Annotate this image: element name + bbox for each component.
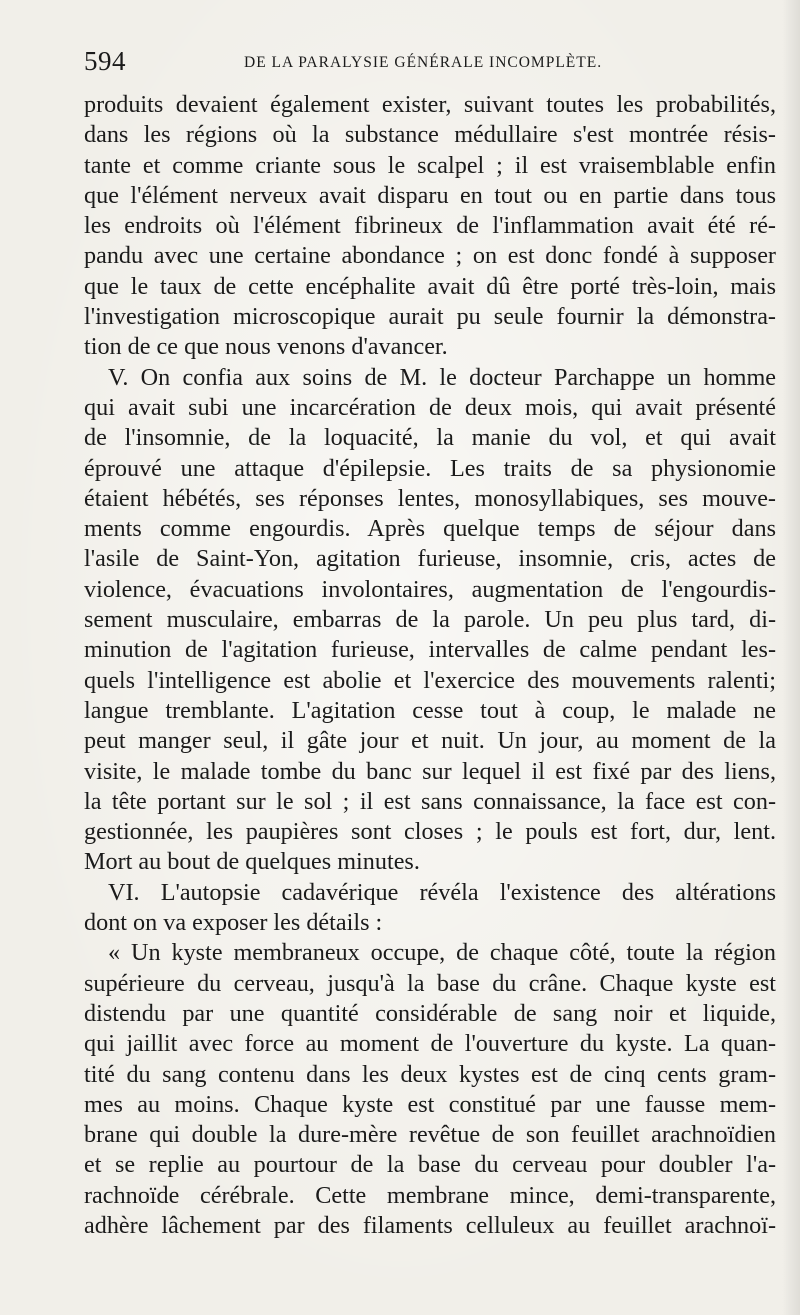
text-line: les endroits où l'élément fibrineux de l'inflammation avait été ré- [84, 212, 776, 240]
text-line: tante et comme criante sous le scalpel ; il est vraisemblable enfin [84, 151, 776, 179]
text-line: supérieure du cerveau, jusqu'à la base du crâne. Chaque kyste est [84, 969, 776, 997]
text-line: tion de ce que nous venons d'avancer. [84, 333, 448, 361]
text-line: ments comme engourdis. Après quelque temps de séjour dans [84, 515, 776, 543]
text-line: « Un kyste membraneux occupe, de chaque côté, toute la région [108, 939, 776, 967]
text-line: que l'élément nerveux avait disparu en tout ou en partie dans tous [84, 181, 776, 209]
text-line: gestionnée, les paupières sont closes ; le pouls est fort, dur, lent. [84, 818, 776, 846]
text-line: Mort au bout de quelques minutes. [84, 848, 420, 876]
text-line: tité du sang contenu dans les deux kystes est de cinq cents gram- [84, 1060, 776, 1088]
text-line: V. On confia aux soins de M. le docteur Parchappe un homme [108, 363, 776, 391]
text-line: pandu avec une certaine abondance ; on est donc fondé à supposer [84, 242, 776, 270]
text-line: minution de l'agitation furieuse, intervalles de calme pendant les- [84, 636, 776, 664]
text-line: violence, évacuations involontaires, augmentation de l'engourdis- [84, 575, 776, 603]
text-line: de l'insomnie, de la loquacité, la manie du vol, et qui avait [84, 424, 776, 452]
text-line: peut manger seul, il gâte jour et nuit. Un jour, au moment de la [84, 727, 776, 755]
text-line: qui jaillit avec force au moment de l'ouverture du kyste. La quan- [84, 1030, 776, 1058]
text-line: l'investigation microscopique aurait pu seule fournir la démonstra- [84, 303, 776, 331]
text-line: l'asile de Saint-Yon, agitation furieuse, insomnie, cris, actes de [84, 545, 776, 573]
page-header [84, 44, 774, 80]
text-line: langue tremblante. L'agitation cesse tout à coup, le malade ne [84, 696, 776, 724]
text-line: visite, le malade tombe du banc sur lequel il est fixé par des liens, [84, 757, 776, 785]
text-line: VI. L'autopsie cadavérique révéla l'existence des altérations [108, 878, 776, 906]
text-line: distendu par une quantité considérable de sang noir et liquide, [84, 999, 776, 1027]
text-line: que le taux de cette encéphalite avait dû être porté très-loin, mais [84, 272, 776, 300]
text-line: étaient hébétés, ses réponses lentes, monosyllabiques, ses mouve- [84, 484, 776, 512]
text-line: la tête portant sur le sol ; il est sans connaissance, la face est con- [84, 787, 776, 815]
text-line: éprouvé une attaque d'épilepsie. Les traits de sa physionomie [84, 454, 776, 482]
text-line: dont on va exposer les détails : [84, 909, 383, 937]
text-line: et se replie au pourtour de la base du cerveau pour doubler l'a- [84, 1151, 776, 1179]
text-line: adhère lâchement par des filaments celluleux au feuillet arachnoï- [84, 1211, 776, 1239]
page-number: 594 [84, 46, 126, 76]
text-line: produits devaient également exister, suivant toutes les probabilités, [84, 91, 776, 118]
running-title: DE LA PARALYSIE GÉNÉRALE INCOMPLÈTE. [244, 54, 603, 71]
text-line: brane qui double la dure-mère revêtue de son feuillet arachnoïdien [84, 1121, 776, 1149]
text-line: quels l'intelligence est abolie et l'exercice des mouvements ralenti; [84, 666, 776, 694]
text-line: mes au moins. Chaque kyste est constitué par une fausse mem- [84, 1090, 776, 1118]
page-edge-shadow [782, 0, 800, 1315]
text-line: qui avait subi une incarcération de deux mois, qui avait présenté [84, 393, 776, 421]
text-line: rachnoïde cérébrale. Cette membrane mince, demi-transparente, [84, 1181, 776, 1209]
text-line: sement musculaire, embarras de la parole. Un peu plus tard, di- [84, 606, 776, 634]
body-text [84, 90, 776, 1241]
text-line: dans les régions où la substance médullaire s'est montrée résis- [84, 121, 776, 149]
